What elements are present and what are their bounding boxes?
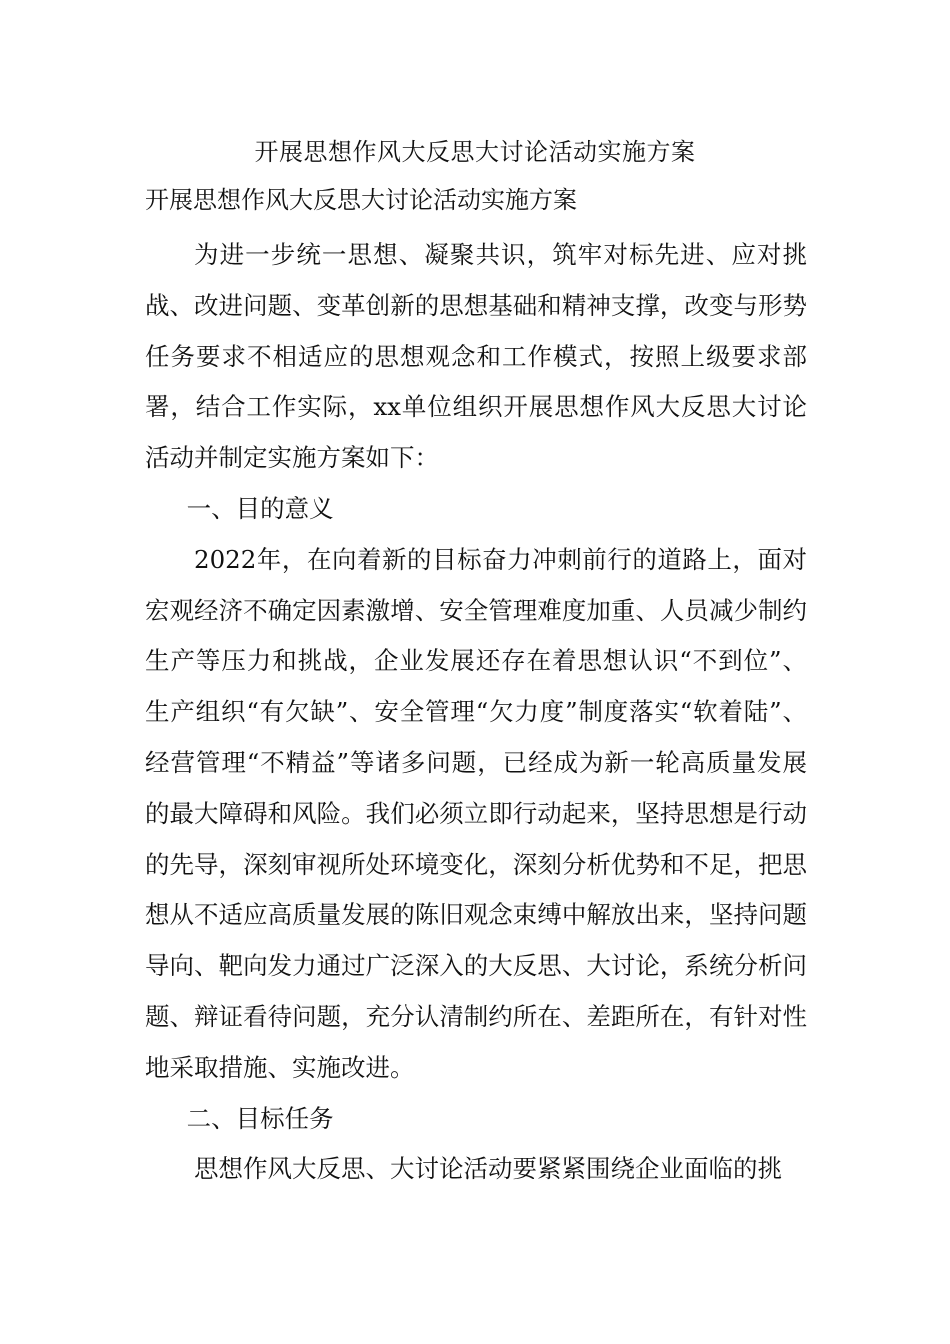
purpose-paragraph: 2022年，在向着新的目标奋力冲刺前行的道路上，面对宏观经济不确定因素激增、安全管理难度加重、人员减少制约生产等压力和挑战，企业发展还存在着思想认识“不到位”、生产组织“有欠缺”、安全管理“欠力度”制度落实“软着陆”、经营管理“不精益”等诸多问题，已经成为新一轮高质量发展的最大障碍和风险。我们必须立即行动起来，坚持思想是行动的先导，深刻审视所处环境变化，深刻分析优势和不足，把思想从不适应高质量发展的陈旧观念束缚中解放出来，坚持问题导向、靶向发力通过广泛深入的大反思、大讨论，系统分析问题、辩证看待问题，充分认清制约所在、差距所在，有针对性地采取措施、实施改进。 (145, 544, 807, 1082)
document-subtitle: 开展思想作风大反思大讨论活动实施方案 (145, 186, 577, 214)
document-body (145, 230, 807, 1195)
document-title: 开展思想作风大反思大讨论活动实施方案 (254, 138, 696, 166)
section-heading-purpose: 一、目的意义 (186, 493, 334, 523)
goals-paragraph: 思想作风大反思、大讨论活动要紧紧围绕企业面临的挑 (194, 1154, 782, 1184)
intro-paragraph: 为进一步统一思想、凝聚共识，筑牢对标先进、应对挑战、改进问题、变革创新的思想基础和精神支撑，改变与形势任务要求不相适应的思想观念和工作模式，按照上级要求部署，结合工作实际，xx单位组织开展思想作风大反思大讨论活动并制定实施方案如下： (145, 240, 807, 473)
section-heading-goals: 二、目标任务 (186, 1103, 334, 1133)
